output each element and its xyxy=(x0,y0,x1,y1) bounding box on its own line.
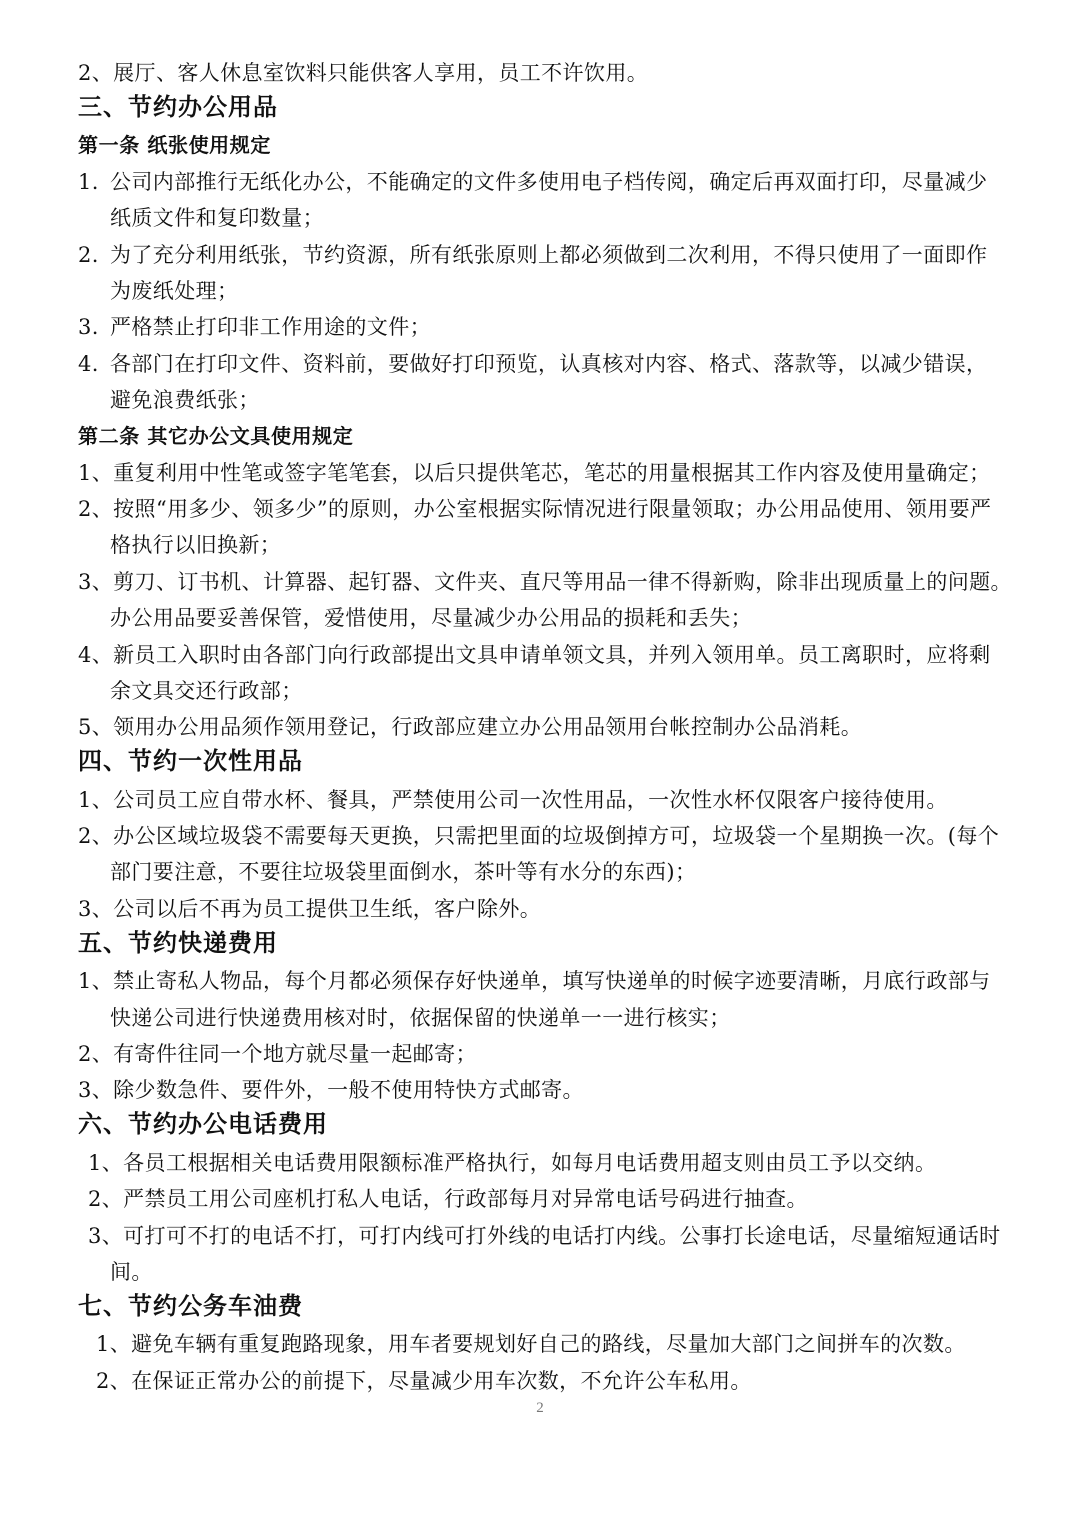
list-item: 2、严禁员工用公司座机打私人电话，行政部每月对异常电话号码进行抽查。 xyxy=(88,1187,808,1211)
article-heading-1: 第一条 纸张使用规定 xyxy=(78,133,271,157)
page-number: 2 xyxy=(536,1400,544,1416)
item-text: 为了充分利用纸张，节约资源，所有纸张原则上都必须做到二次利用，不得只使用了一面即作 xyxy=(110,243,988,267)
item-number: 3. xyxy=(78,315,99,339)
text-line: 避免浪费纸张； xyxy=(110,388,260,412)
article-heading-2: 第二条 其它办公文具使用规定 xyxy=(78,424,354,448)
text-line: 2、展厅、客人休息室饮料只能供客人享用，员工不许饮用。 xyxy=(78,61,649,85)
list-item: 1、各员工根据相关电话费用限额标准严格执行，如每月电话费用超支则由员工予以交纳。 xyxy=(88,1151,937,1175)
list-item: 3、剪刀、订书机、计算器、起钉器、文件夹、直尺等用品一律不得新购，除非出现质量上的问题。 xyxy=(78,570,1012,594)
section-heading-5: 五、节约快递费用 xyxy=(78,929,278,957)
list-item xyxy=(78,240,1030,270)
item-text: 严格禁止打印非工作用途的文件； xyxy=(110,315,431,339)
text-line: 格执行以旧换新； xyxy=(110,533,282,557)
text-line: 为废纸处理； xyxy=(110,279,239,303)
section-heading-6: 六、节约办公电话费用 xyxy=(78,1110,328,1138)
text-line: 快递公司进行快递费用核对时，依据保留的快递单一一进行核实； xyxy=(110,1006,731,1030)
list-item: 1、重复利用中性笔或签字笔笔套，以后只提供笔芯，笔芯的用量根据其工作内容及使用量确定； xyxy=(78,461,991,485)
text-line: 余文具交还行政部； xyxy=(110,679,303,703)
item-number: 4. xyxy=(78,352,99,376)
text-line: 办公用品要妥善保管，爱惜使用，尽量减少办公用品的损耗和丢失； xyxy=(110,606,752,630)
list-item: 2、有寄件往同一个地方就尽量一起邮寄； xyxy=(78,1042,477,1066)
text-line: 部门要注意，不要往垃圾袋里面倒水，茶叶等有水分的东西)； xyxy=(110,860,697,884)
text-line: 纸质文件和复印数量； xyxy=(110,206,324,230)
list-item: 1、禁止寄私人物品，每个月都必须保存好快递单，填写快递单的时候字迹要清晰，月底行政部与 xyxy=(78,969,991,993)
list-item: 2、在保证正常办公的前提下，尽量减少用车次数，不允许公车私用。 xyxy=(96,1369,752,1393)
item-text: 各部门在打印文件、资料前，要做好打印预览，认真核对内容、格式、落款等，以减少错误， xyxy=(110,352,988,376)
list-item: 2、办公区域垃圾袋不需要每天更换，只需把里面的垃圾倒掉方可，垃圾袋一个星期换一次。(每个 xyxy=(78,824,1000,848)
list-item xyxy=(78,312,1030,342)
text-line: 间。 xyxy=(110,1260,153,1284)
item-number: 1. xyxy=(78,170,99,194)
item-number: 2. xyxy=(78,243,99,267)
list-item: 4、新员工入职时由各部门向行政部提出文具申请单领文具，并列入领用单。员工离职时，应将剩 xyxy=(78,643,991,667)
list-item: 3、可打可不打的电话不打，可打内线可打外线的电话打内线。公事打长途电话，尽量缩短通话时 xyxy=(88,1224,1001,1248)
list-item xyxy=(78,167,1030,197)
list-item: 3、公司以后不再为员工提供卫生纸，客户除外。 xyxy=(78,897,542,921)
list-item: 2、按照“用多少、领多少”的原则，办公室根据实际情况进行限量领取；办公用品使用、领用要严 xyxy=(78,497,992,521)
section-heading-3: 三、节约办公用品 xyxy=(78,93,278,121)
list-item: 5、领用办公用品须作领用登记，行政部应建立办公用品领用台帐控制办公品消耗。 xyxy=(78,715,863,739)
list-item: 3、除少数急件、要件外，一般不使用特快方式邮寄。 xyxy=(78,1078,584,1102)
section-heading-7: 七、节约公务车油费 xyxy=(78,1292,303,1320)
list-item: 1、避免车辆有重复跑路现象，用车者要规划好自己的路线，尽量加大部门之间拼车的次数。 xyxy=(96,1332,966,1356)
list-item: 1、公司员工应自带水杯、餐具，严禁使用公司一次性用品，一次性水杯仅限客户接待使用。 xyxy=(78,788,948,812)
item-text: 公司内部推行无纸化办公，不能确定的文件多使用电子档传阅，确定后再双面打印，尽量减少 xyxy=(110,170,988,194)
section-heading-4: 四、节约一次性用品 xyxy=(78,747,303,775)
list-item xyxy=(78,349,1030,379)
